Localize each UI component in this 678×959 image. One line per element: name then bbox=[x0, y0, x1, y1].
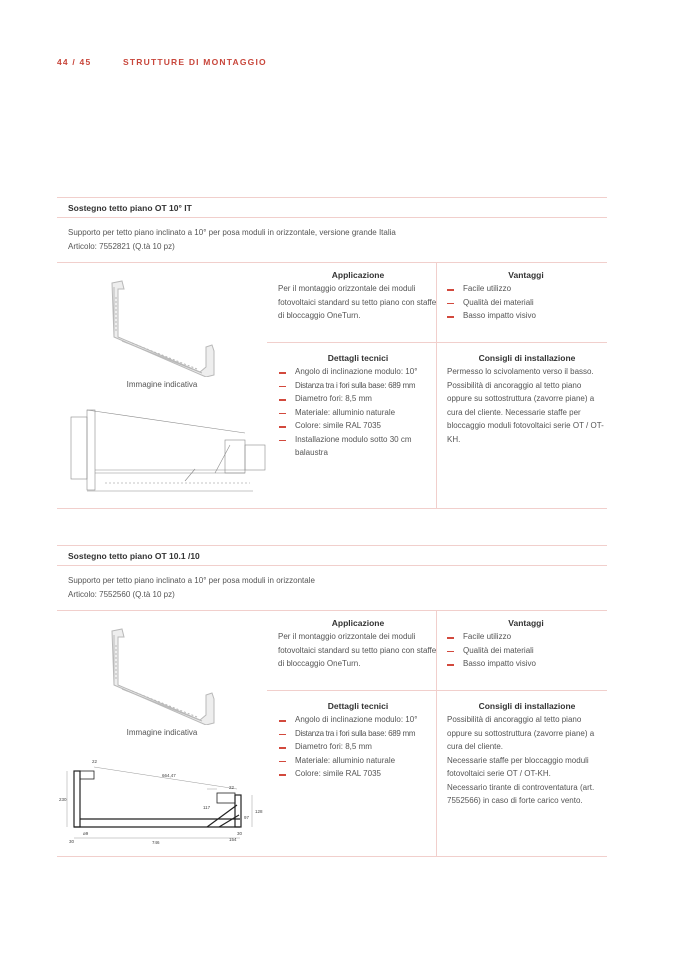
product-block-2 bbox=[57, 545, 607, 857]
dash-bullet-icon bbox=[447, 637, 454, 639]
bracket-image bbox=[102, 277, 222, 377]
dim-label: 154 bbox=[229, 837, 237, 842]
dim-label: 128 bbox=[255, 809, 263, 814]
vantaggi-title: Vantaggi bbox=[508, 618, 544, 628]
dash-bullet-icon bbox=[279, 774, 286, 776]
list-item: Distanza tra i fori sulla base: 689 mm bbox=[278, 727, 438, 741]
list-item: Diametro fori: 8,5 mm bbox=[278, 392, 438, 406]
dash-bullet-icon bbox=[447, 289, 454, 291]
dash-bullet-icon bbox=[279, 720, 286, 722]
vantaggi-section bbox=[446, 617, 606, 671]
divider bbox=[57, 508, 607, 509]
list-item: Distanza tra i fori sulla base: 689 mm bbox=[278, 379, 438, 393]
list-item: Diametro fori: 8,5 mm bbox=[278, 740, 438, 754]
dim-label: 30 bbox=[237, 831, 243, 836]
divider bbox=[57, 545, 607, 546]
product-description bbox=[68, 226, 396, 254]
dim-label: ø9 bbox=[83, 831, 89, 836]
consigli-text: Permesso lo scivolamento verso il basso. Possibilità di ancoraggio al tetto piano oppure su sottostruttura (zavorre piane) a cura del cliente. Necessarie staffe per bloccaggio moduli fotovoltaici serie OT / OT-KH. bbox=[447, 367, 604, 444]
dash-bullet-icon bbox=[447, 303, 454, 305]
dash-bullet-icon bbox=[279, 413, 286, 415]
list-item: Colore: simile RAL 7035 bbox=[278, 419, 438, 433]
list-item: Installazione modulo sotto 30 cm balaustra bbox=[278, 433, 438, 460]
vantaggi-title: Vantaggi bbox=[508, 270, 544, 280]
description-text: Supporto per tetto piano inclinato a 10° per posa moduli in orizzontale, versione grande Italia bbox=[68, 228, 396, 237]
dettagli-title: Dettagli tecnici bbox=[327, 353, 389, 363]
page-number: 44 / 45 bbox=[57, 57, 92, 67]
article-number: Articolo: 7552821 (Q.tà 10 pz) bbox=[68, 242, 175, 251]
applicazione-text: Per il montaggio orizzontale dei moduli fotovoltaici standard su tetto piano con staffe di bloccaggio OneTurn. bbox=[278, 284, 437, 320]
list-item: Qualità dei materiali bbox=[446, 296, 606, 310]
applicazione-section bbox=[278, 617, 438, 671]
bracket-image bbox=[102, 625, 222, 725]
dash-bullet-icon bbox=[279, 761, 286, 763]
dash-bullet-icon bbox=[279, 734, 286, 736]
divider bbox=[57, 565, 607, 566]
consigli-line: Necessarie staffe per bloccaggio moduli fotovoltaici serie OT / OT-KH. bbox=[447, 755, 589, 778]
applicazione-title: Applicazione bbox=[331, 618, 385, 628]
divider bbox=[57, 262, 607, 263]
list-item: Facile utilizzo bbox=[446, 282, 606, 296]
applicazione-text: Per il montaggio orizzontale dei moduli fotovoltaici standard su tetto piano con staffe di bloccaggio OneTurn. bbox=[278, 632, 437, 668]
dash-bullet-icon bbox=[279, 747, 286, 749]
dash-bullet-icon bbox=[279, 440, 286, 442]
product-title: Sostegno tetto piano OT 10° IT bbox=[68, 203, 192, 213]
product-description bbox=[68, 574, 315, 602]
dim-label: 117 bbox=[203, 805, 211, 810]
page-header bbox=[0, 57, 678, 71]
list-item: Basso impatto visivo bbox=[446, 657, 606, 671]
section-title: STRUTTURE DI MONTAGGIO bbox=[123, 57, 267, 67]
list-item: Materiale: alluminio naturale bbox=[278, 406, 438, 420]
dash-bullet-icon bbox=[279, 372, 286, 374]
dash-bullet-icon bbox=[279, 426, 286, 428]
consigli-title: Consigli di installazione bbox=[478, 701, 576, 711]
technical-drawing bbox=[65, 405, 275, 497]
divider bbox=[57, 856, 607, 857]
dash-bullet-icon bbox=[447, 651, 454, 653]
list-item: Angolo di inclinazione modulo: 10° bbox=[278, 713, 438, 727]
technical-drawing bbox=[57, 753, 277, 845]
vantaggi-section bbox=[446, 269, 606, 323]
dash-bullet-icon bbox=[279, 399, 286, 401]
image-caption: Immagine indicativa bbox=[126, 380, 198, 389]
list-item: Qualità dei materiali bbox=[446, 644, 606, 658]
dim-label: 230 bbox=[59, 797, 67, 802]
consigli-title: Consigli di installazione bbox=[478, 353, 576, 363]
dettagli-title: Dettagli tecnici bbox=[327, 701, 389, 711]
consigli-section bbox=[447, 352, 607, 446]
dim-label: 30 bbox=[69, 839, 75, 844]
consigli-section bbox=[447, 700, 607, 808]
divider bbox=[267, 690, 607, 691]
list-item: Angolo di inclinazione modulo: 10° bbox=[278, 365, 438, 379]
divider bbox=[267, 342, 607, 343]
dash-bullet-icon bbox=[447, 316, 454, 318]
product-block-1 bbox=[57, 197, 607, 509]
image-caption: Immagine indicativa bbox=[126, 728, 198, 737]
dash-bullet-icon bbox=[447, 664, 454, 666]
list-item: Colore: simile RAL 7035 bbox=[278, 767, 438, 781]
list-item: Basso impatto visivo bbox=[446, 309, 606, 323]
dettagli-section bbox=[278, 352, 438, 460]
list-item: Materiale: alluminio naturale bbox=[278, 754, 438, 768]
dettagli-section bbox=[278, 700, 438, 781]
consigli-line: Possibilità di ancoraggio al tetto piano oppure su sottostruttura (zavorre piane) a cura del cliente. bbox=[447, 715, 595, 751]
divider bbox=[57, 610, 607, 611]
dim-label: 97 bbox=[244, 815, 250, 820]
article-number: Articolo: 7552560 (Q.tà 10 pz) bbox=[68, 590, 175, 599]
list-item: Facile utilizzo bbox=[446, 630, 606, 644]
divider bbox=[57, 217, 607, 218]
dim-label: 664,47 bbox=[162, 773, 176, 778]
dim-label: 22 bbox=[92, 759, 98, 764]
dash-bullet-icon bbox=[279, 386, 286, 388]
divider bbox=[57, 197, 607, 198]
description-text: Supporto per tetto piano inclinato a 10° per posa moduli in orizzontale bbox=[68, 576, 315, 585]
applicazione-title: Applicazione bbox=[331, 270, 385, 280]
consigli-line: Necessario tirante di controventatura (art. 7552566) in caso di forte carico vento. bbox=[447, 782, 595, 805]
product-title: Sostegno tetto piano OT 10.1 /10 bbox=[68, 551, 200, 561]
dim-label: 22 bbox=[229, 785, 235, 790]
dim-label: 746 bbox=[152, 840, 160, 845]
applicazione-section bbox=[278, 269, 438, 323]
